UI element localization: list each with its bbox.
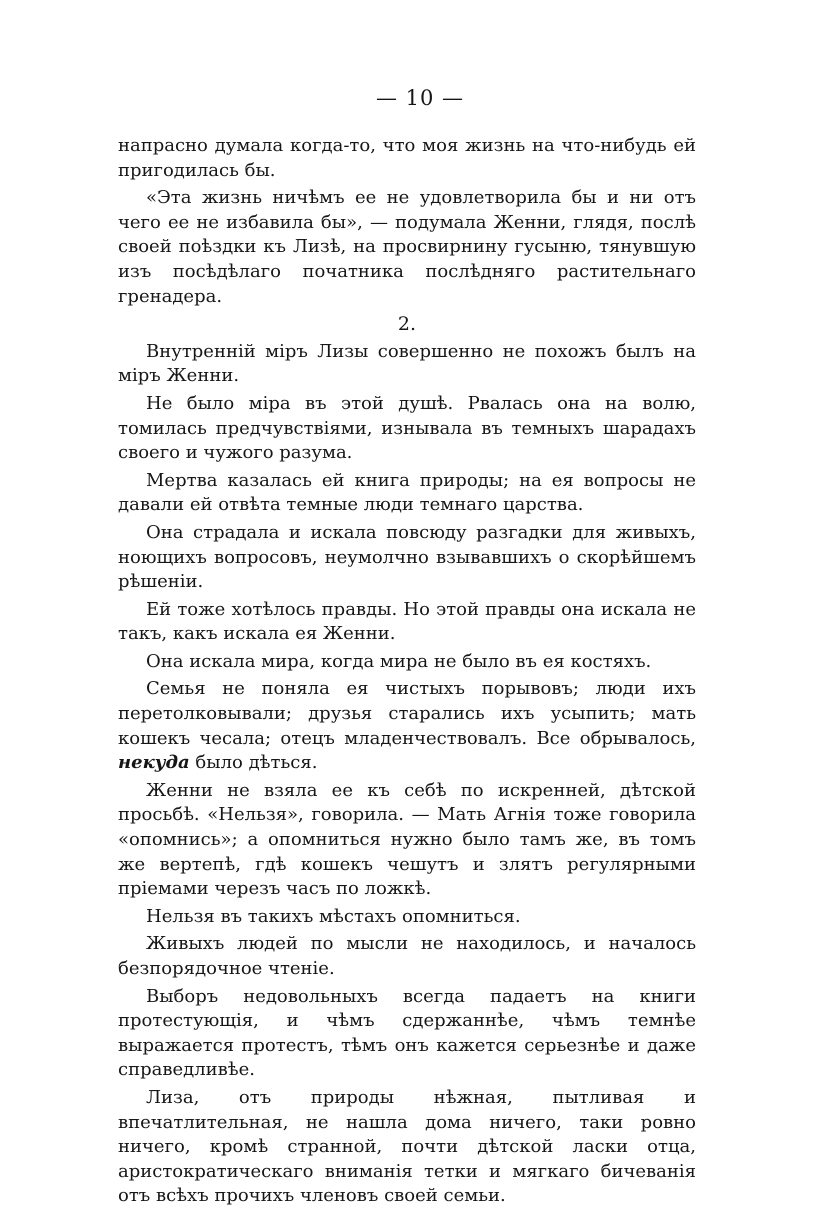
emphasized-word: некуда	[118, 752, 190, 774]
paragraph: Мертва казалась ей книга природы; на ея вопросы не давали ей отвѣта темные люди темнаго царства.	[118, 469, 696, 516]
paragraph: Женни не взяла ее къ себѣ по искренней, дѣтской просьбѣ. «Нельзя», говорила. — Мать Агнія тоже говорила «опомнись»; а опомниться нужно было тамъ же, въ томъ же вертепѣ, гдѣ кошекъ чешутъ и злятъ регулярными пріемами черезъ часъ по ложкѣ.	[118, 779, 696, 900]
paragraph: напрасно думала когда-то, что моя жизнь на что-нибудь ей пригодилась бы.	[118, 135, 696, 181]
paragraph: Нельзя въ такихъ мѣстахъ опомниться.	[146, 905, 521, 927]
body-text	[118, 134, 696, 1212]
paragraph: Живыхъ людей по мысли не находилось, и началось безпорядочное чтеніе.	[118, 933, 696, 979]
paragraph-text-after: было дѣться.	[189, 752, 318, 774]
paragraph: Не было міра въ этой душѣ. Рвалась она на волю, томилась предчувствіями, изнывала въ темныхъ шарадахъ своего и чужого разума.	[118, 392, 696, 464]
paragraph-with-emphasis	[118, 677, 696, 775]
paragraph: Внутренній міръ Лизы совершенно не похожъ былъ на міръ Женни.	[118, 340, 696, 387]
section-number: 2.	[397, 313, 417, 336]
paragraph: Она искала мира, когда мира не было въ ея костяхъ.	[146, 650, 652, 672]
paragraph: Она страдала и искала повсюду разгадки для живыхъ, ноющихъ вопросовъ, неумолчно взывавшихъ о скорѣйшемъ рѣшеніи.	[118, 521, 696, 593]
page-number-header: — 10 —	[375, 86, 465, 110]
paragraph: Выборъ недовольныхъ всегда падаетъ на книги протестующія, и чѣмъ сдержаннѣе, чѣмъ темнѣе выражается протестъ, тѣмъ онъ кажется серьезнѣе и даже справедливѣе.	[118, 985, 696, 1081]
paragraph-text-before: Семья не поняла ея чистыхъ порывовъ; люди ихъ перетолковывали; друзья старались ихъ усыпить; мать кошекъ чесала; отецъ младенчествовалъ. Все обрывалось,	[118, 678, 696, 749]
paragraph: Ей тоже хотѣлось правды. Но этой правды она искала не такъ, какъ искала ея Женни.	[118, 598, 696, 645]
paragraph: «Эта жизнь ничѣмъ ее не удовлетворила бы и ни отъ чего ее не избавила бы», — подумала Женни, глядя, послѣ своей поѣздки къ Лизѣ, на просвирнину гусыню, тянувшую изъ посѣдѣлаго початника послѣдняго растительнаго гренадера.	[118, 187, 696, 307]
paragraph: Лиза, отъ природы нѣжная, пытливая и впечатлительная, не нашла дома ничего, таки ровно ничего, кромѣ странной, почти дѣтской ласки отца, аристократическаго вниманія тетки и мягкаго бичеванія отъ всѣхъ прочихъ членовъ своей семьи.	[118, 1086, 696, 1207]
